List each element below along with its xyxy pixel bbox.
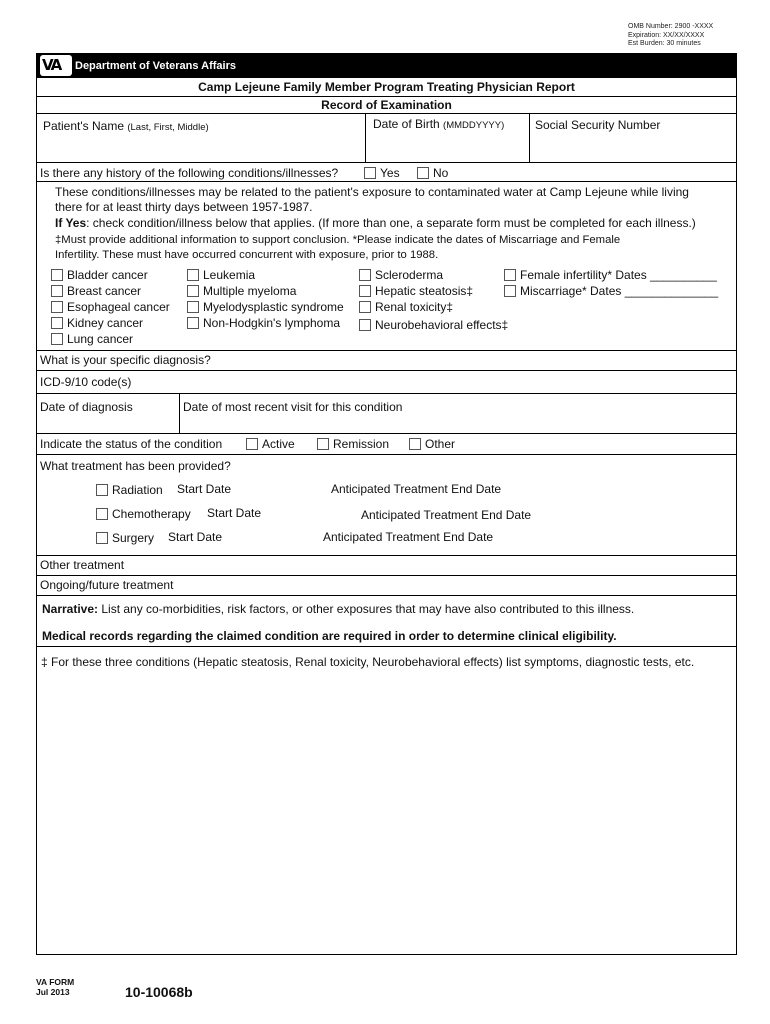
condition-bladder-cancer[interactable]: Bladder cancer [51, 269, 148, 282]
history-yes-checkbox[interactable] [364, 167, 376, 179]
condition-esophageal-cancer[interactable]: Esophageal cancer [51, 301, 170, 314]
patient-name-hint: (Last, First, Middle) [127, 122, 209, 133]
checkbox[interactable] [359, 319, 371, 331]
exposure-paragraph-2: there for at least thirty days between 1957-1987. [55, 200, 313, 214]
radiation-end-date[interactable]: Anticipated Treatment End Date [331, 482, 502, 496]
surgery-end-date[interactable]: Anticipated Treatment End Date [323, 530, 494, 544]
header-bar [37, 54, 736, 78]
footer-form-label [36, 977, 74, 997]
form-number: 10-10068b [125, 984, 193, 1000]
form-subtitle: Record of Examination [321, 98, 452, 112]
dob-label: Date of Birth [373, 117, 440, 131]
status-active-checkbox[interactable] [246, 438, 258, 450]
va-logo-icon: VA [40, 55, 72, 76]
note-line-1: ‡Must provide additional information to support conclusion. *Please indicate the dates of Miscarriage and Female [55, 234, 621, 246]
condition-leukemia[interactable]: Leukemia [187, 269, 255, 282]
omb-number: OMB Number: 2900 -XXXX [628, 23, 714, 30]
condition-hepatic-steatosis[interactable]: Hepatic steatosis‡ [359, 285, 473, 298]
condition-multiple-myeloma[interactable]: Multiple myeloma [187, 285, 296, 298]
ssn-label: Social Security Number [535, 118, 661, 132]
surgery-start-date[interactable]: Start Date [168, 530, 223, 544]
status-remission-checkbox[interactable] [317, 438, 329, 450]
treatment-surgery[interactable]: Surgery [96, 532, 154, 545]
exposure-paragraph-1: These conditions/illnesses may be related to the patient's exposure to contaminated water at Camp Lejeune while living [55, 185, 689, 199]
checkbox[interactable] [187, 285, 199, 297]
status-label: Indicate the status of the condition [40, 437, 223, 451]
history-no-option[interactable]: No [417, 167, 448, 180]
checkbox[interactable] [51, 333, 63, 345]
condition-myelodysplastic-syndrome[interactable]: Myelodysplastic syndrome [187, 301, 344, 314]
checkbox[interactable] [51, 301, 63, 313]
checkbox[interactable] [51, 269, 63, 281]
status-remission-option[interactable]: Remission [317, 438, 389, 451]
checkbox[interactable] [187, 317, 199, 329]
patient-name-label: Patient's Name [43, 119, 124, 133]
note-line-2: Infertility. These must have occurred concurrent with exposure, prior to 1988. [55, 249, 439, 261]
form-title: Camp Lejeune Family Member Program Treating Physician Report [198, 80, 575, 94]
condition-miscarriage[interactable]: Miscarriage* Dates ______________ [504, 285, 718, 298]
status-other-option[interactable]: Other [409, 438, 455, 451]
checkbox[interactable] [51, 285, 63, 297]
va-form-label: VA FORM [36, 977, 75, 987]
checkbox[interactable] [359, 269, 371, 281]
condition-kidney-cancer[interactable]: Kidney cancer [51, 317, 143, 330]
surgery-checkbox[interactable] [96, 532, 108, 544]
footnote-conditions: ‡ For these three conditions (Hepatic steatosis, Renal toxicity, Neurobehavioral effects) list symptoms, diagnostic tests, etc. [41, 655, 695, 669]
other-treatment-field[interactable]: Other treatment [40, 558, 125, 572]
radiation-start-date[interactable]: Start Date [177, 482, 232, 496]
checkbox[interactable] [504, 269, 516, 281]
checkbox[interactable] [187, 301, 199, 313]
checkbox[interactable] [359, 301, 371, 313]
condition-scleroderma[interactable]: Scleroderma [359, 269, 443, 282]
condition-non-hodgkins-lymphoma[interactable]: Non-Hodgkin's lymphoma [187, 317, 340, 330]
form-frame [36, 53, 737, 955]
checkbox[interactable] [187, 269, 199, 281]
chemo-end-date[interactable]: Anticipated Treatment End Date [361, 508, 532, 522]
checkbox[interactable] [504, 285, 516, 297]
history-no-checkbox[interactable] [417, 167, 429, 179]
specific-diagnosis-field[interactable]: What is your specific diagnosis? [40, 353, 211, 367]
icd-code-field[interactable]: ICD-9/10 code(s) [40, 375, 132, 389]
condition-breast-cancer[interactable]: Breast cancer [51, 285, 141, 298]
treatment-question: What treatment has been provided? [40, 459, 231, 473]
condition-renal-toxicity[interactable]: Renal toxicity‡ [359, 301, 453, 314]
if-yes-instruction: If Yes: check condition/illness below that applies. (If more than one, a separate form must be completed for each illness.) [55, 216, 696, 230]
medical-records-note: Medical records regarding the claimed condition are required in order to determine clinical eligibility. [42, 629, 617, 643]
checkbox[interactable] [359, 285, 371, 297]
history-yes-option[interactable]: Yes [364, 167, 400, 180]
ongoing-treatment-field[interactable]: Ongoing/future treatment [40, 578, 174, 592]
patient-name-field[interactable] [43, 120, 209, 134]
dob-field[interactable] [373, 118, 504, 132]
dob-hint: (MMDDYYYY) [443, 120, 505, 131]
status-other-checkbox[interactable] [409, 438, 421, 450]
recent-visit-field[interactable]: Date of most recent visit for this condition [183, 400, 403, 414]
omb-burden: Est Burden: 30 minutes [628, 40, 701, 47]
radiation-checkbox[interactable] [96, 484, 108, 496]
chemotherapy-checkbox[interactable] [96, 508, 108, 520]
department-name: Department of Veterans Affairs [75, 60, 236, 72]
narrative-text-area[interactable] [37, 674, 736, 954]
checkbox[interactable] [51, 317, 63, 329]
form-date: Jul 2013 [36, 987, 70, 997]
treatment-radiation[interactable]: Radiation [96, 484, 163, 497]
condition-female-infertility[interactable]: Female infertility* Dates __________ [504, 269, 717, 282]
ssn-field[interactable] [535, 119, 660, 132]
omb-info [628, 23, 713, 49]
date-of-diagnosis-field[interactable]: Date of diagnosis [40, 400, 133, 414]
treatment-chemotherapy[interactable]: Chemotherapy [96, 508, 191, 521]
chemo-start-date[interactable]: Start Date [207, 506, 262, 520]
status-active-option[interactable]: Active [246, 438, 295, 451]
condition-neurobehavioral-effects[interactable]: Neurobehavioral effects‡ [359, 319, 508, 332]
narrative-instruction: Narrative: List any co-morbidities, risk factors, or other exposures that may have also contributed to this illness. [42, 602, 635, 616]
omb-expiration: Expiration: XX/XX/XXXX [628, 31, 705, 39]
history-question: Is there any history of the following conditions/illnesses? [40, 166, 339, 180]
condition-lung-cancer[interactable]: Lung cancer [51, 333, 133, 346]
